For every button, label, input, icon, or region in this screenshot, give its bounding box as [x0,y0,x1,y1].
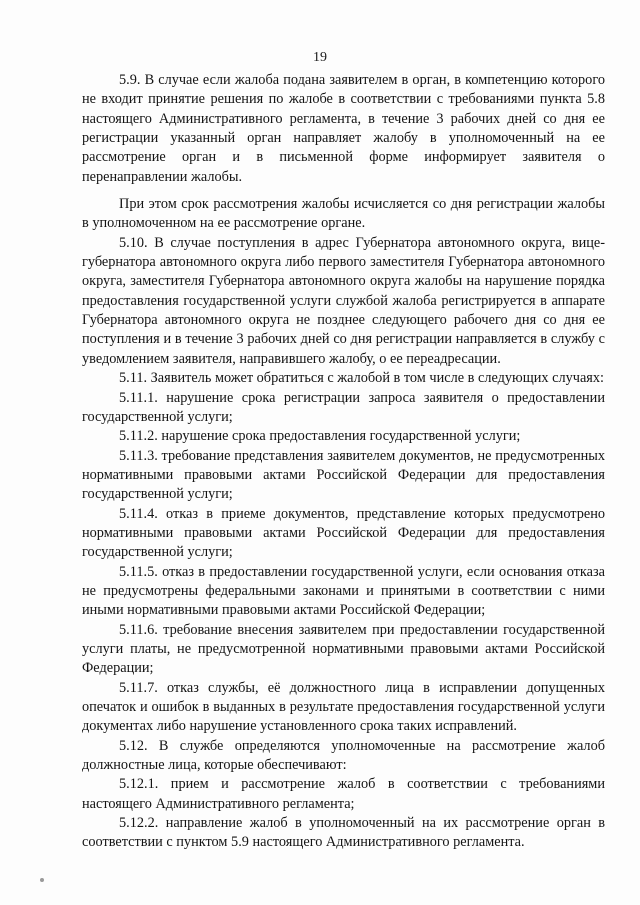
paragraph-5-12: 5.12. В службе определяются уполномоченные на рассмотрение жалоб должностные лица, которые обеспечивают: [82,737,605,774]
paragraph-5-11-5: 5.11.5. отказ в предоставлении государственной услуги, если основания отказа не предусмотрены федеральными законами и принятыми в соответствии с ними иными нормативными правовыми актами Российской Федерации; [82,563,605,619]
paragraph-5-12-2: 5.12.2. направление жалоб в уполномоченный на их рассмотрение орган в соответствии с пунктом 5.9 настоящего Административного регламента. [82,815,605,851]
page-number: 19 [313,50,327,65]
paragraph-5-10: 5.10. В случае поступления в адрес Губернатора автономного округа, вице-губернатора автономного округа либо первого заместителя Губернатора автономного округа, заместителя Губернатора автономного округа жалобы на нарушение порядка предоставления государственной услуги службой жалоба регистрируется в аппарате Губернатора автономного округа не позднее следующего рабочего дня со дня ее поступления и в течение 3 рабочих дней со дня регистрации направляется в службу с уведомлением заявителя, направившего жалобу, о ее переадресации. [82,234,605,367]
paragraph-5-9-note: При этом срок рассмотрения жалобы исчисляется со дня регистрации жалобы в уполномоченном на ее рассмотрение органе. [82,196,605,232]
paragraph-5-11-4: 5.11.4. отказ в приеме документов, представление которых предусмотрено нормативными правовыми актами Российской Федерации для предоставления государственной услуги; [82,505,605,561]
paragraph-5-9: 5.9. В случае если жалоба подана заявителем в орган, в компетенцию которого не входит принятие решения по жалобе в соответствии с требованиями пункта 5.8 настоящего Административного регламента, в течение 3 рабочих дней со дня ее регистрации указанный орган направляет жалобу в уполномоченный на ее рассмотрение орган и в письменной форме информирует заявителя о перенаправлении жалобы. [82,72,605,185]
paragraph-5-11-6: 5.11.6. требование внесения заявителем при предоставлении государственной услуги платы, не предусмотренной нормативными правовыми актами Российской Федерации; [82,621,605,677]
document-body [82,71,605,853]
scan-speck [40,878,44,882]
paragraph-5-11-1: 5.11.1. нарушение срока регистрации запроса заявителя о предоставлении государственной услуги; [82,389,605,425]
paragraph-5-11: 5.11. Заявитель может обратиться с жалобой в том числе в следующих случаях: [119,370,604,387]
paragraph-5-11-2: 5.11.2. нарушение срока предоставления государственной услуги; [119,428,521,445]
paragraph-5-11-3: 5.11.3. требование представления заявителем документов, не предусмотренных нормативными правовыми актами Российской Федерации для предоставления государственной услуги; [82,447,605,503]
paragraph-5-12-1: 5.12.1. прием и рассмотрение жалоб в соответствии с требованиями настоящего Административного регламента; [82,776,605,812]
paragraph-5-11-7: 5.11.7. отказ службы, её должностного лица в исправлении допущенных опечаток и ошибок в выданных в результате предоставления государственной услуги документах либо нарушение установленного срока таких исправлений. [82,679,605,735]
